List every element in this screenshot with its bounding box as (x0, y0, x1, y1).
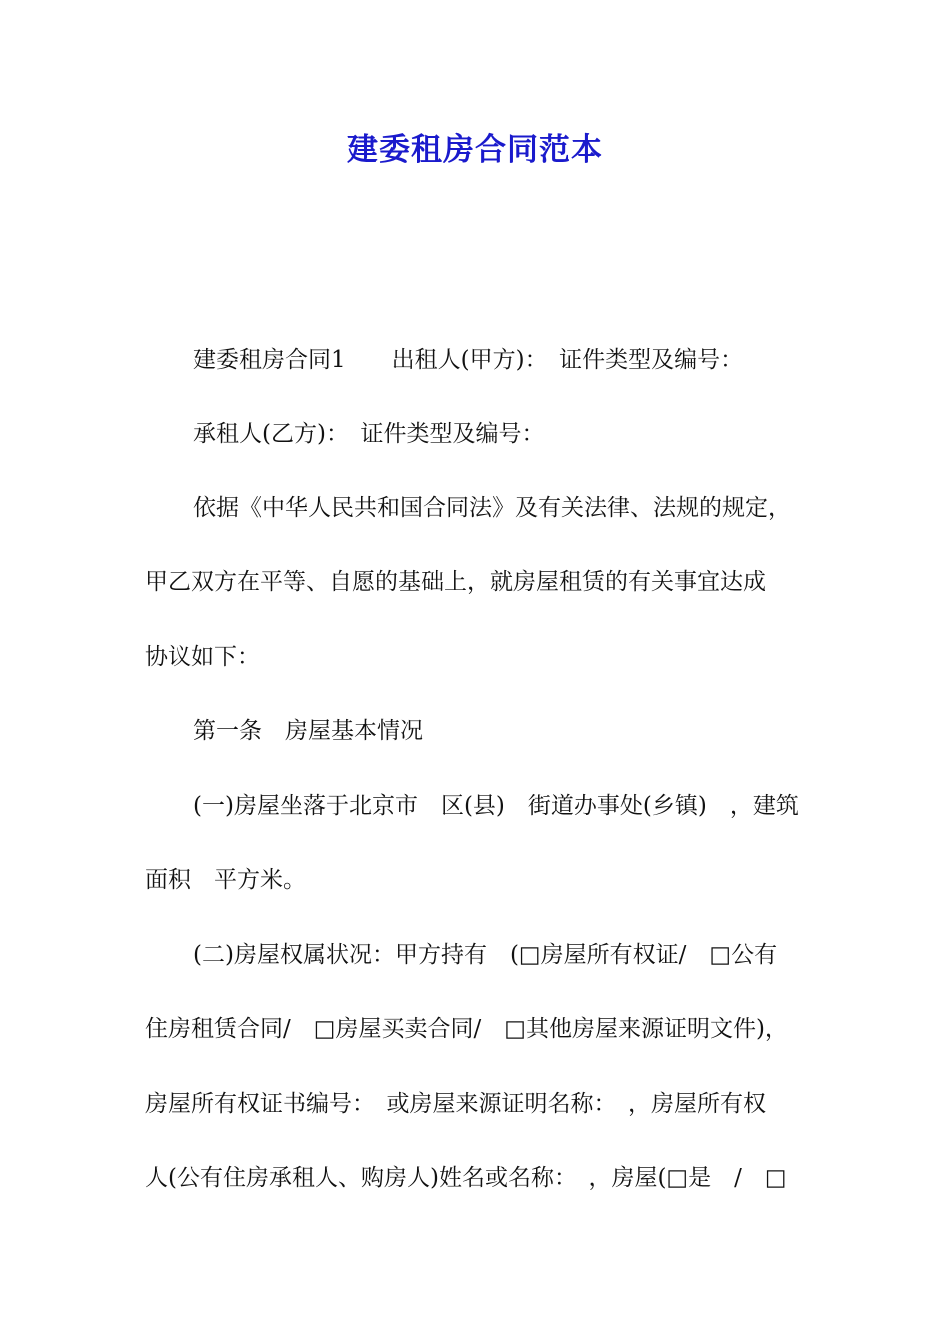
section-heading: 第一条 房屋基本情况 (193, 718, 423, 744)
paragraph-line: 面积 平方米。 (145, 867, 306, 893)
paragraph-line: 人(公有住房承租人、购房人)姓名或名称： ，房屋(□是 / □ (145, 1165, 787, 1191)
paragraph-line: (二)房屋权属状况：甲方持有 (□房屋所有权证/ □公有 (193, 942, 778, 968)
paragraph-line: 建委租房合同1 出租人(甲方)： 证件类型及编号： (193, 347, 744, 373)
paragraph-line: 甲乙双方在平等、自愿的基础上，就房屋租赁的有关事宜达成 (145, 569, 766, 595)
document-title: 建委租房合同范本 (347, 132, 603, 168)
paragraph-line: 依据《中华人民共和国合同法》及有关法律、法规的规定， (193, 495, 791, 521)
paragraph-line: 承租人(乙方)： 证件类型及编号： (193, 421, 545, 447)
paragraph-line: 协议如下： (145, 644, 260, 670)
paragraph-line: (一)房屋坐落于北京市 区(县) 街道办事处(乡镇) ，建筑 (193, 793, 799, 819)
paragraph-line: 房屋所有权证书编号： 或房屋来源证明名称： ，房屋所有权 (145, 1091, 766, 1117)
paragraph-line: 住房租赁合同/ □房屋买卖合同/ □其他房屋来源证明文件)， (145, 1016, 788, 1042)
